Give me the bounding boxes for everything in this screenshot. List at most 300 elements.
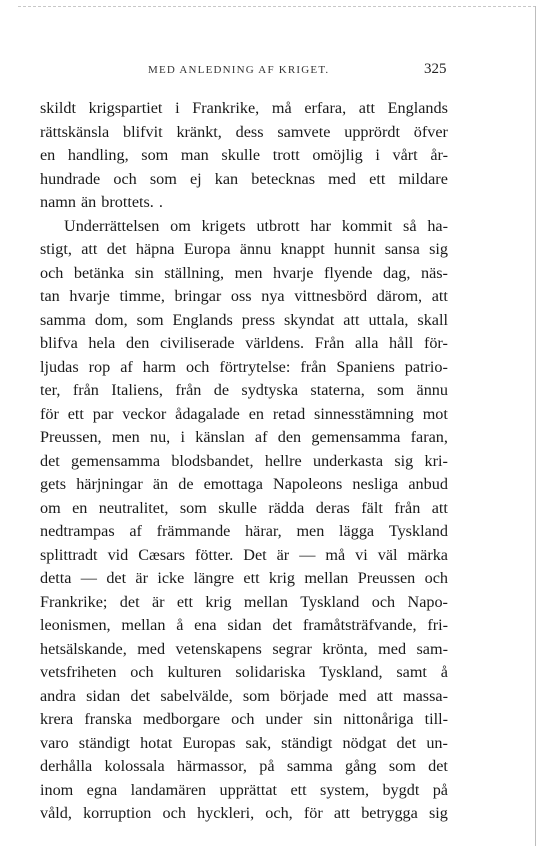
word: en — [40, 146, 56, 164]
text-line — [40, 520, 448, 544]
word: det — [40, 451, 60, 470]
word: längre — [193, 569, 235, 587]
word: hotat — [140, 733, 173, 752]
word: system, — [320, 780, 370, 799]
word: härjningar — [76, 475, 143, 493]
word: massa- — [403, 686, 448, 705]
word: samma — [40, 310, 86, 329]
word: leonismen, — [40, 616, 111, 634]
word: krig — [268, 569, 295, 587]
word: krigspartiet — [88, 99, 163, 117]
word: näs- — [420, 263, 448, 282]
word: så — [403, 216, 417, 235]
word: un- — [426, 733, 448, 752]
word: trott — [272, 146, 300, 164]
word: öfver — [413, 122, 448, 141]
word: är — [135, 569, 148, 587]
word: ett — [290, 780, 307, 799]
text-line — [40, 802, 448, 826]
word: fri- — [427, 616, 448, 634]
word: underkasta — [312, 451, 384, 470]
text-line — [40, 755, 448, 779]
text-line — [40, 168, 448, 192]
word: må — [325, 545, 346, 564]
word: nedtrampas — [40, 522, 115, 540]
word: vårt — [392, 146, 418, 164]
word: skulle — [218, 498, 257, 517]
word: ljudas — [40, 357, 79, 376]
word: ej — [189, 169, 202, 188]
text-line — [40, 356, 448, 380]
word: upprördt — [344, 122, 400, 141]
word: från — [175, 381, 202, 399]
word: men — [234, 263, 263, 282]
word: blodsbandet, — [171, 451, 254, 470]
word: att — [333, 804, 351, 822]
word: splittradt — [40, 545, 98, 564]
word: nya — [261, 287, 285, 305]
word: hvarje — [69, 287, 110, 305]
word: det — [106, 240, 127, 258]
word: krönta, — [322, 639, 368, 658]
word: som — [149, 169, 177, 188]
text-line — [40, 191, 448, 215]
text-line — [40, 661, 448, 685]
word: Tyskland — [300, 592, 360, 611]
word: och, — [265, 804, 293, 822]
word: en — [248, 404, 264, 423]
word: känslan — [195, 428, 245, 446]
word: som — [377, 381, 405, 399]
page-number: 325 — [424, 61, 447, 77]
word: namn — [40, 193, 76, 211]
word: under — [265, 710, 303, 728]
word: — — [80, 569, 97, 587]
word: från — [72, 381, 99, 399]
word: är — [276, 545, 290, 564]
word: hundrade — [40, 169, 101, 188]
word: vetsfriheten — [40, 663, 117, 681]
word: skyndat — [283, 310, 335, 329]
word: på — [259, 757, 275, 775]
word: i — [175, 99, 180, 117]
word: gets — [40, 475, 67, 493]
text-line — [40, 379, 448, 403]
word: till- — [424, 710, 448, 728]
word: man — [180, 146, 209, 164]
word: vi — [355, 545, 368, 564]
word: sig — [394, 451, 414, 470]
word: hela — [88, 334, 116, 352]
word: Englands — [172, 310, 233, 329]
word: härar, — [245, 522, 282, 540]
word: nesliga — [352, 475, 399, 493]
text-line — [40, 591, 448, 615]
word: kan — [214, 169, 239, 188]
word: för — [303, 804, 323, 822]
word: Napoleons — [273, 475, 343, 493]
word: ådagalade — [175, 404, 240, 423]
word: som — [141, 146, 169, 164]
word: Italiens, — [111, 381, 163, 399]
word: främmande — [156, 522, 231, 540]
text-line — [40, 144, 448, 168]
word: rädda — [268, 498, 305, 517]
word: därom, — [376, 287, 423, 305]
word: mellan — [121, 616, 166, 634]
word: alla — [355, 334, 379, 352]
word: från — [394, 498, 421, 517]
text-line — [40, 544, 448, 568]
word: som — [179, 498, 207, 517]
word: retad — [272, 404, 306, 423]
text-line — [40, 497, 448, 521]
word: bringar — [174, 287, 222, 305]
word: ha- — [427, 216, 448, 235]
word: som — [242, 686, 270, 705]
text-line — [40, 473, 448, 497]
word: korruption — [83, 804, 152, 822]
word: men — [296, 522, 325, 540]
word: rättskänsla — [40, 122, 110, 141]
word: år- — [430, 146, 448, 164]
word: mellan — [304, 569, 349, 587]
text-line — [40, 614, 448, 638]
word: sin — [134, 263, 154, 282]
text-line — [40, 450, 448, 474]
word: ständigt — [281, 733, 333, 752]
word: det — [130, 686, 151, 705]
word: af — [129, 522, 142, 540]
word: deras — [315, 498, 350, 517]
word: Underrättelsen — [64, 216, 160, 235]
word: en — [72, 498, 88, 517]
text-line — [40, 426, 448, 450]
word: som — [136, 310, 164, 329]
word: kolossala — [104, 757, 165, 775]
text-line — [40, 638, 448, 662]
word: kri- — [424, 451, 448, 470]
word: erfara, — [304, 99, 347, 117]
word: sak, — [245, 733, 272, 752]
word: och — [231, 710, 255, 728]
word: sydtyska — [241, 381, 299, 399]
word: betrygga — [361, 804, 418, 822]
word: upprättat — [219, 780, 278, 799]
page-edge-right — [535, 6, 536, 846]
word: i — [180, 428, 185, 446]
text-line — [40, 708, 448, 732]
word: inom — [40, 780, 74, 799]
word: det — [119, 592, 140, 611]
word: kulturen — [167, 663, 222, 681]
word: Preussen, — [40, 428, 102, 446]
word: vittnesbörd — [294, 287, 368, 305]
word: segrar — [272, 639, 312, 658]
word: kränkt, — [176, 122, 222, 141]
word: nu, — [149, 428, 171, 446]
word: de — [213, 381, 230, 399]
word: som — [388, 757, 416, 775]
word: är — [151, 592, 165, 611]
word: Preussen — [357, 569, 416, 587]
word: hyckleri, — [197, 804, 255, 822]
word: egna — [86, 780, 118, 799]
word: den — [277, 428, 302, 446]
word: att — [431, 498, 448, 517]
word: press — [241, 310, 276, 329]
word: må — [271, 99, 292, 117]
word: å — [440, 663, 448, 681]
word: krigets — [201, 216, 246, 235]
word: världens. — [245, 334, 305, 352]
word: gemensamma — [71, 451, 161, 470]
word: sinnesstämning — [314, 404, 414, 423]
word: i — [375, 146, 380, 164]
word: samvete — [277, 122, 331, 141]
text-line — [40, 567, 448, 591]
word: ett — [67, 404, 84, 423]
word: patrio- — [404, 357, 448, 376]
word: Frankrike; — [40, 592, 108, 611]
word: kommit — [341, 216, 393, 235]
word: dess — [235, 122, 264, 141]
word: förtrytelse: — [219, 357, 291, 376]
word: och — [113, 169, 137, 188]
word: Det — [243, 545, 267, 564]
word: mildare — [398, 169, 448, 188]
word: detta — [40, 569, 72, 587]
word: Tyskland — [388, 522, 448, 540]
text-line — [40, 285, 448, 309]
word: och — [371, 592, 396, 611]
word: det — [428, 757, 448, 775]
word: samma — [286, 757, 333, 775]
text-line — [40, 685, 448, 709]
text-line — [40, 403, 448, 427]
word: och — [185, 357, 210, 376]
word: men — [111, 428, 140, 446]
word: anbud — [408, 475, 448, 493]
word: af — [120, 357, 133, 376]
word: hvarje — [272, 263, 314, 282]
running-head: MED ANLEDNING AF KRIGET. — [148, 64, 330, 76]
word: skulle — [221, 146, 261, 164]
word: härmassor, — [177, 757, 247, 775]
word: det — [272, 616, 293, 634]
word: timme, — [119, 287, 165, 305]
word: och — [424, 569, 448, 587]
word: Europas — [182, 733, 236, 752]
text-line — [40, 238, 448, 262]
word: och — [40, 263, 64, 282]
word: neutralitet, — [98, 498, 169, 517]
word: att — [431, 287, 448, 305]
word: våld, — [40, 804, 72, 822]
word: bygdt — [382, 780, 420, 799]
word: sig — [429, 240, 448, 258]
word: med — [338, 686, 367, 705]
word: fält — [361, 498, 383, 517]
word: betänka — [73, 263, 125, 282]
word: nödgat — [342, 733, 387, 752]
word: för — [40, 404, 59, 423]
word: med — [328, 169, 357, 188]
word: brottets. — [101, 193, 154, 211]
word: ännu — [416, 381, 448, 399]
word: om — [40, 498, 61, 517]
word: rop — [88, 357, 111, 376]
word: hellre — [264, 451, 302, 470]
word: uttala, — [368, 310, 409, 329]
word: harm — [142, 357, 176, 376]
word: omöjlig — [312, 146, 363, 164]
text-line — [40, 779, 448, 803]
word: . — [158, 193, 163, 211]
word: andra — [40, 686, 76, 705]
word: blifvit — [123, 122, 163, 141]
word: sansa — [384, 240, 420, 258]
word: landamären — [130, 780, 207, 799]
word: vetenskapens — [175, 639, 262, 658]
word: blifva — [40, 334, 78, 352]
word: skall — [417, 310, 448, 329]
word: om — [170, 216, 191, 235]
text-line — [40, 262, 448, 286]
text-line — [40, 215, 448, 239]
word: Frankrike, — [192, 99, 260, 117]
word: än — [80, 193, 97, 211]
word: ständigt — [78, 733, 131, 752]
word: häpna — [135, 240, 175, 258]
word: gång — [345, 757, 377, 775]
word: Från — [314, 334, 345, 352]
word: Cæsars — [138, 545, 186, 564]
word: det — [106, 569, 127, 587]
word: Napo- — [407, 592, 448, 611]
text-line — [40, 121, 448, 145]
body-text — [40, 97, 448, 826]
word: solidariska — [235, 663, 306, 681]
word: oss — [230, 287, 252, 305]
word: sig — [428, 804, 448, 822]
page-edge-top — [18, 6, 536, 7]
text-line — [40, 97, 448, 121]
word: samt — [396, 663, 427, 681]
word: hetsälskande, — [40, 639, 127, 658]
word: och — [162, 804, 186, 822]
word: utbrott — [256, 216, 300, 235]
word: skildt — [40, 99, 76, 117]
word: sidan — [227, 616, 262, 634]
word: att — [376, 686, 393, 705]
word: och — [130, 663, 154, 681]
word: dag, — [383, 263, 411, 282]
word: hunnit — [334, 240, 376, 258]
word: fötter. — [195, 545, 234, 564]
word: emottaga — [203, 475, 263, 493]
word: har — [310, 216, 332, 235]
word: ett — [369, 169, 386, 188]
word: Europa — [183, 240, 231, 258]
word: väl — [377, 545, 398, 564]
word: derhålla — [40, 757, 93, 775]
word: nittonåriga — [343, 710, 414, 728]
word: att — [358, 99, 375, 117]
word: från — [300, 357, 327, 376]
word: icke — [157, 569, 185, 587]
word: ännu — [239, 240, 272, 258]
word: knappt — [280, 240, 325, 258]
word: — — [299, 545, 316, 564]
word: att — [343, 310, 360, 329]
word: stigt, — [40, 240, 72, 258]
word: den — [125, 334, 150, 352]
word: krera — [40, 710, 74, 728]
word: lägga — [339, 522, 375, 540]
word: par — [92, 404, 114, 423]
word: sam- — [416, 639, 448, 658]
word: ena — [194, 616, 217, 634]
word: mot — [422, 404, 448, 423]
word: civiliserade — [159, 334, 235, 352]
word: med — [137, 639, 166, 658]
word: franska — [84, 710, 132, 728]
word: märka — [407, 545, 448, 564]
word: mellan — [243, 592, 288, 611]
word: framåtsträfvande, — [302, 616, 417, 634]
word: på — [432, 780, 448, 799]
word: ett — [243, 569, 260, 587]
word: ställning, — [164, 263, 225, 282]
word: för- — [423, 334, 448, 352]
word: gemensamma — [311, 428, 401, 446]
word: veckor — [122, 404, 167, 423]
word: sabelvälde, — [160, 686, 233, 705]
word: å — [176, 616, 184, 634]
word: tan — [40, 287, 60, 305]
word: medborgare — [143, 710, 221, 728]
word: det — [396, 733, 417, 752]
word: Tyskland, — [319, 663, 383, 681]
word: staterna, — [310, 381, 365, 399]
word: sin — [313, 710, 333, 728]
text-line — [40, 309, 448, 333]
text-line — [40, 332, 448, 356]
word: sidan — [86, 686, 121, 705]
word: betecknas — [251, 169, 316, 188]
word: Spaniens — [336, 357, 395, 376]
word: af — [254, 428, 268, 446]
word: flyende — [323, 263, 373, 282]
word: håll — [389, 334, 414, 352]
word: varo — [40, 733, 69, 752]
text-line — [40, 732, 448, 756]
word: att — [81, 240, 98, 258]
word: Englands — [387, 99, 448, 117]
word: handling, — [67, 146, 129, 164]
word: med — [378, 639, 407, 658]
word: än — [152, 475, 169, 493]
word: faran, — [410, 428, 448, 446]
word: började — [279, 686, 329, 705]
word: ter, — [40, 381, 61, 399]
word: vid — [107, 545, 129, 564]
word: de — [178, 475, 194, 493]
word: krig — [205, 592, 232, 611]
word: dom, — [94, 310, 128, 329]
word: ett — [176, 592, 194, 611]
